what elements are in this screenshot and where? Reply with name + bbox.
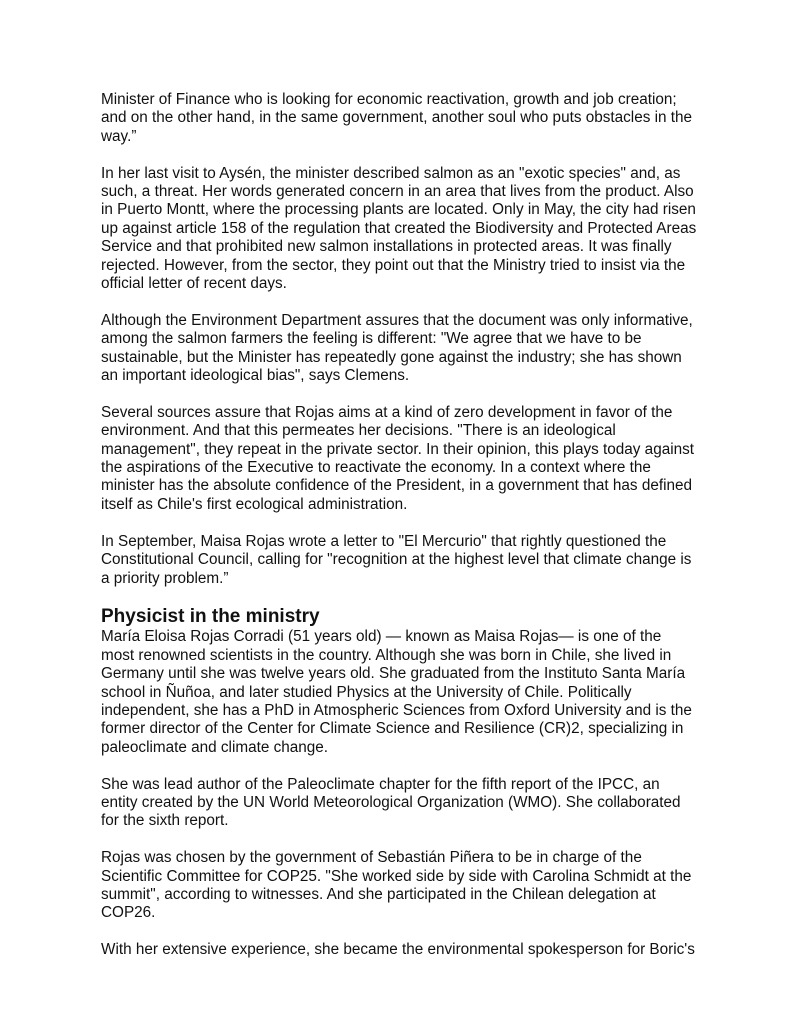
text-line: In her last visit to Aysén, the minister described salmon as an "exotic species" and, as — [101, 164, 681, 182]
text-line: Constitutional Council, calling for "recognition at the highest level that climate change is — [101, 551, 692, 569]
text-line: school in Ñuñoa, and later studied Physics at the University of Chile. Politically — [101, 683, 632, 701]
article-section-physicist — [101, 628, 741, 959]
document-page — [101, 91, 741, 978]
text-line: In September, Maisa Rojas wrote a letter to "El Mercurio" that rightly questioned the — [101, 532, 667, 550]
text-line: sustainable, but the Minister has repeatedly gone against the industry; she has shown — [101, 348, 682, 366]
text-line: way.” — [101, 127, 137, 145]
text-line: COP26. — [101, 904, 156, 922]
text-line: paleoclimate and climate change. — [101, 738, 329, 756]
article-section-intro — [101, 91, 741, 588]
text-line: Although the Environment Department assures that the document was only informative, — [101, 311, 693, 329]
section-heading: Physicist in the ministry — [101, 606, 320, 628]
text-line: and on the other hand, in the same government, another soul who puts obstacles in the — [101, 109, 693, 127]
paragraph — [101, 941, 741, 959]
text-line: María Eloisa Rojas Corradi (51 years old) — known as Maisa Rojas— is one of the — [101, 628, 662, 646]
text-line: independent, she has a PhD in Atmospheric Sciences from Oxford University and is the — [101, 701, 692, 719]
text-line: environment. And that this permeates her decisions. "There is an ideological — [101, 422, 616, 440]
paragraph — [101, 404, 741, 514]
paragraph — [101, 849, 741, 923]
text-line: in Puerto Montt, where the processing plants are located. Only in May, the city had risen — [101, 201, 696, 219]
text-line: up against article 158 of the regulation that created the Biodiversity and Protected Areas — [101, 219, 697, 237]
text-line: Service and that prohibited new salmon installations in protected areas. It was finally — [101, 238, 672, 256]
text-line: former director of the Center for Climate Science and Resilience (CR)2, specializing in — [101, 720, 684, 738]
text-line: Rojas was chosen by the government of Sebastián Piñera to be in charge of the — [101, 849, 642, 867]
text-line: Minister of Finance who is looking for economic reactivation, growth and job creation; — [101, 91, 677, 108]
paragraph — [101, 776, 741, 831]
text-line: an important ideological bias", says Clemens. — [101, 367, 410, 385]
paragraph — [101, 165, 741, 294]
text-line: official letter of recent days. — [101, 275, 287, 293]
text-line: management", they repeat in the private sector. In their opinion, this plays today against — [101, 440, 695, 458]
text-line: Scientific Committee for COP25. "She worked side by side with Carolina Schmidt at the — [101, 867, 692, 885]
text-line: entity created by the UN World Meteorological Organization (WMO). She collaborated — [101, 793, 681, 811]
text-line: for the sixth report. — [101, 812, 229, 830]
text-line: rejected. However, from the sector, they point out that the Ministry tried to insist via the — [101, 256, 686, 274]
text-line: She was lead author of the Paleoclimate chapter for the fifth report of the IPCC, an — [101, 775, 660, 793]
paragraph — [101, 91, 741, 146]
paragraph — [101, 533, 741, 588]
text-line: With her extensive experience, she became the environmental spokesperson for Boric's — [101, 941, 695, 959]
text-line: minister has the absolute confidence of the President, in a government that has defined — [101, 477, 692, 495]
text-line: a priority problem.” — [101, 569, 229, 587]
paragraph — [101, 628, 741, 757]
text-line: such, a threat. Her words generated concern in an area that lives from the product. Also — [101, 183, 694, 201]
text-line: Several sources assure that Rojas aims at a kind of zero development in favor of the — [101, 403, 673, 421]
text-line: most renowned scientists in the country. Although she was born in Chile, she lived in — [101, 646, 672, 664]
text-line: summit", according to witnesses. And she participated in the Chilean delegation at — [101, 885, 656, 903]
text-line: itself as Chile's first ecological administration. — [101, 495, 408, 513]
text-line: Germany until she was twelve years old. She graduated from the Instituto Santa María — [101, 665, 686, 683]
paragraph — [101, 312, 741, 386]
text-line: among the salmon farmers the feeling is different: "We agree that we have to be — [101, 330, 642, 348]
text-line: the aspirations of the Executive to reactivate the economy. In a context where the — [101, 459, 651, 477]
